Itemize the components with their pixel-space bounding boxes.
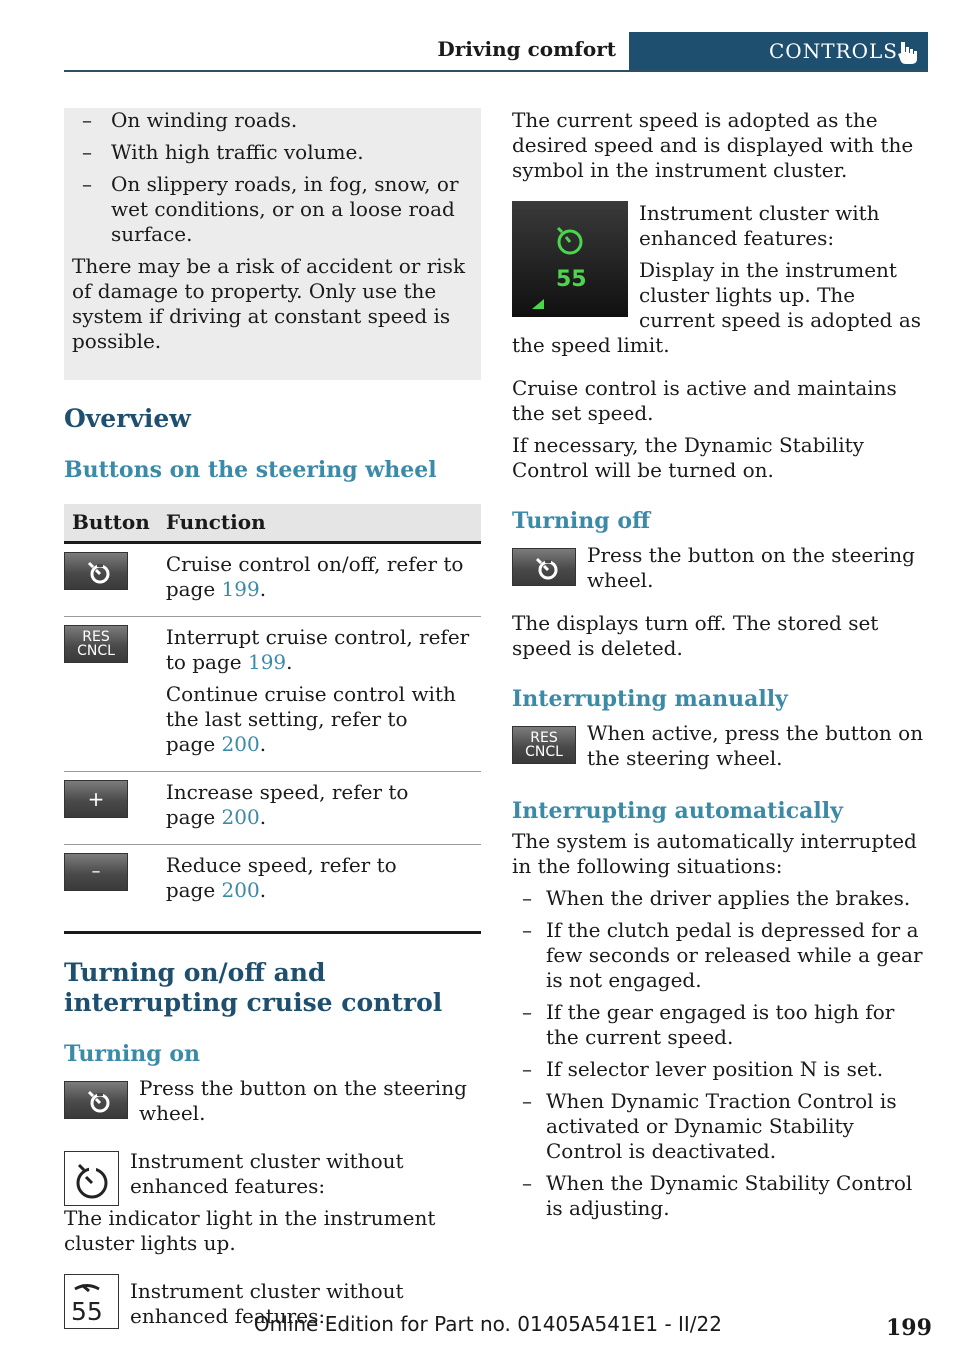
table-row — [64, 845, 481, 933]
function-text: Increase speed, refer to page — [165, 780, 409, 829]
right-column — [512, 108, 928, 1228]
page-ref-link[interactable]: 199 — [221, 577, 260, 601]
punct: . — [286, 650, 293, 674]
turning-heading: Turning on/off and interrupting cruise control — [64, 958, 443, 1017]
cruise-control-icon — [64, 552, 128, 590]
table-row — [64, 543, 481, 617]
auto-interrupt-list — [512, 886, 928, 1221]
table-row — [64, 617, 481, 772]
minus-icon — [64, 853, 128, 891]
function-text: Interrupt cruise control, refer to page — [165, 625, 470, 674]
res-cncl-icon — [512, 726, 576, 764]
function-text: Cruise control on/off, refer to page — [165, 552, 464, 601]
buttons-table — [64, 504, 481, 934]
list-item: – If selector lever position N is set. — [512, 1057, 928, 1082]
cruise-control-icon — [512, 548, 576, 586]
punct: . — [259, 577, 267, 601]
turning-on-subheading: Turning on — [64, 1041, 200, 1067]
plus-icon — [64, 780, 128, 818]
enhanced-label: Instrument cluster with enhanced features: — [639, 201, 880, 250]
without-enhanced-block-1 — [64, 1149, 481, 1256]
chapter-tab — [629, 32, 928, 71]
paragraph: The current speed is adopted as the desired speed and is displayed with the symbol in the instrument cluster. — [512, 108, 914, 182]
caution-text: There may be a risk of accident or risk of damage to property. Only use the system if driving at constant speed is possible. — [72, 254, 466, 353]
chapter-title: CONTROLS — [769, 39, 898, 63]
btn-label: – — [91, 861, 101, 882]
cruise-indicator-icon — [64, 1151, 119, 1206]
btn-label: CNCL — [77, 643, 115, 659]
list-item: – When Dynamic Traction Control is activated or Dynamic Stability Control is deactivated. — [512, 1089, 928, 1164]
list-item: – On winding roads. — [72, 108, 473, 133]
page-ref-link[interactable]: 200 — [221, 732, 260, 756]
turning-off-text: Press the button on the steering wheel. — [587, 543, 915, 592]
btn-label: RES — [530, 730, 558, 746]
col-header-function: Function — [158, 504, 481, 543]
punct: . — [259, 732, 267, 756]
function-text: Continue cruise control with the last setting, refer to page — [165, 682, 456, 756]
interrupt-manual-subheading: Interrupting manually — [512, 686, 788, 712]
caution-box — [64, 108, 481, 380]
list-item: – When the Dynamic Stability Control is adjusting. — [512, 1171, 928, 1221]
without-enhanced-label-1: Instrument cluster without enhanced features: — [130, 1149, 404, 1198]
enhanced-text: Display in the instrument cluster lights up. The current speed is adopted as the speed limit. — [512, 258, 922, 357]
paragraph: Cruise control is active and maintains the set speed. — [512, 376, 897, 425]
enhanced-block — [512, 201, 928, 358]
page-number: 199 — [886, 1315, 932, 1341]
res-cncl-icon — [64, 625, 128, 663]
list-item: – When the driver applies the brakes. — [512, 886, 928, 911]
section-title: Driving comfort — [437, 37, 616, 61]
edition-footer: Online Edition for Part no. 01405A541E1 - II/22 — [253, 1312, 722, 1336]
interrupt-manual-block — [512, 721, 928, 771]
turning-on-block — [64, 1076, 481, 1126]
steering-hand-icon — [895, 38, 921, 66]
table-row — [64, 772, 481, 845]
interrupt-auto-subheading: Interrupting automatically — [512, 798, 843, 824]
buttons-subheading: Buttons on the steering wheel — [64, 457, 437, 483]
function-text: Reduce speed, refer to page — [165, 853, 397, 902]
speed-value: 55 — [71, 1297, 103, 1326]
interrupt-manual-text: When active, press the button on the steering wheel. — [587, 721, 924, 770]
page-ref-link[interactable]: 199 — [247, 650, 287, 674]
paragraph: The displays turn off. The stored set speed is deleted. — [512, 611, 879, 660]
instrument-display-image — [512, 201, 628, 317]
col-header-button: Button — [64, 504, 158, 543]
punct: . — [259, 805, 267, 829]
turning-on-text: Press the button on the steering wheel. — [139, 1076, 467, 1125]
caution-list — [72, 108, 473, 247]
left-column — [64, 108, 481, 1329]
btn-label: RES — [82, 629, 110, 645]
turning-off-block — [512, 543, 928, 593]
page-ref-link[interactable]: 200 — [221, 805, 260, 829]
cruise-control-icon — [64, 1081, 128, 1119]
list-item: – On slippery roads, in fog, snow, or wet conditions, or on a loose road surface. — [72, 172, 473, 247]
turning-off-subheading: Turning off — [512, 508, 651, 534]
btn-label: + — [87, 787, 105, 811]
list-item: – With high traffic volume. — [72, 140, 473, 165]
paragraph: The system is automatically interrupted in the following situations: — [512, 829, 917, 878]
paragraph: If necessary, the Dynamic Stability Control will be turned on. — [512, 433, 864, 482]
without-enhanced-text-1: The indicator light in the instrument cluster lights up. — [64, 1206, 436, 1255]
btn-label: CNCL — [525, 744, 563, 760]
without-enhanced-label-2: Instrument cluster without enhanced features: — [130, 1279, 404, 1328]
page-ref-link[interactable]: 200 — [221, 878, 260, 902]
display-speed: 55 — [556, 267, 587, 292]
overview-heading: Overview — [64, 404, 191, 433]
list-item: – If the gear engaged is too high for the current speed. — [512, 1000, 928, 1050]
header-rule — [64, 70, 928, 72]
punct: . — [259, 878, 267, 902]
list-item: – If the clutch pedal is depressed for a few seconds or released while a gear is not engaged. — [512, 918, 928, 993]
